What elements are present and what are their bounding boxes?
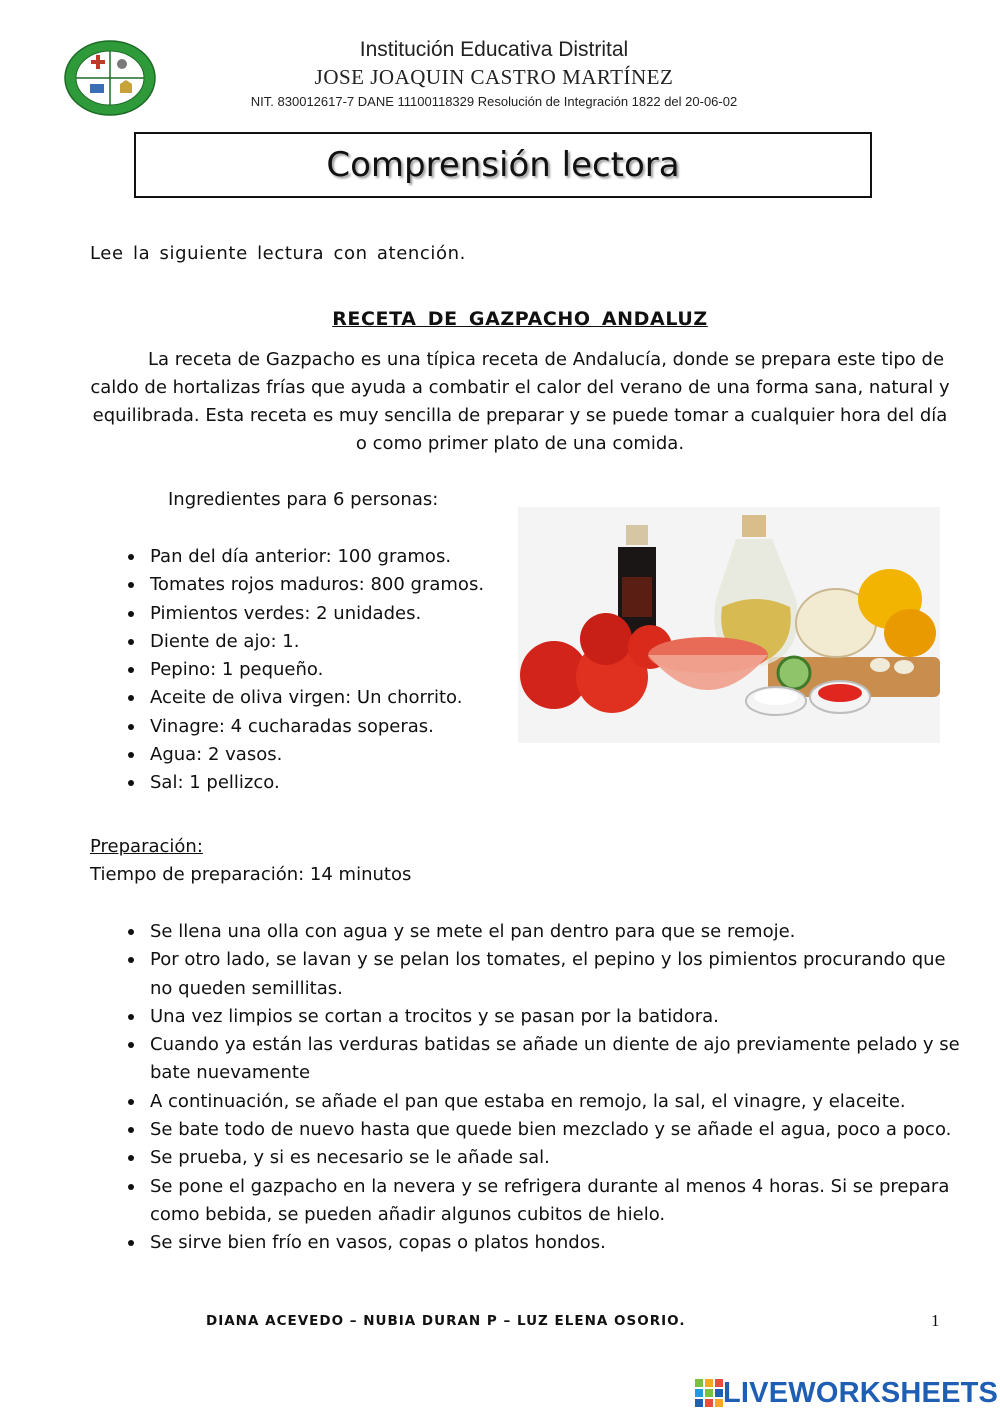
registration-line: NIT. 830012617-7 DANE 11100118329 Resolución de Integración 1822 del 20-06-02 <box>250 94 738 109</box>
ingredients-list <box>90 543 540 798</box>
preparation-time: Tiempo de preparación: 14 minutos <box>90 864 412 885</box>
preparation-step: Cuando ya están las verduras batidas se añade un diente de ajo previamente pelado y se bate nuevamente <box>90 1031 960 1088</box>
gazpacho-photo <box>518 507 940 743</box>
preparation-steps <box>90 918 960 1258</box>
recipe-intro: La receta de Gazpacho es una típica receta de Andalucía, donde se prepara este tipo de caldo de hortalizas frías que ayuda a combatir el calor del verano de una forma sana, natural y equilibrada. Esta receta es muy sencilla de preparar y se puede tomar a cualquier hora del día o como primer plato de una comida. <box>90 349 950 454</box>
footer-authors: DIANA ACEVEDO – NUBIA DURAN P – LUZ ELENA OSORIO. <box>206 1313 686 1329</box>
ingredient-item: Pimientos verdes: 2 unidades. <box>90 600 540 628</box>
preparation-step: Una vez limpios se cortan a trocitos y se pasan por la batidora. <box>90 1003 960 1031</box>
preparation-step: Por otro lado, se lavan y se pelan los tomates, el pepino y los pimientos procurando que no queden semillitas. <box>90 946 960 1003</box>
liveworksheets-logo[interactable] <box>695 1375 998 1411</box>
ingredients-heading: Ingredientes para 6 personas: <box>168 489 439 510</box>
institution-line: Institución Educativa Distrital <box>359 38 629 61</box>
page-number: 1 <box>931 1311 940 1330</box>
worksheet-title: Comprensión lectora <box>326 145 680 185</box>
ingredient-item: Pepino: 1 pequeño. <box>90 656 540 684</box>
recipe-title: RECETA DE GAZPACHO ANDALUZ <box>332 308 708 330</box>
preparation-step: A continuación, se añade el pan que estaba en remojo, la sal, el vinagre, y elaceite. <box>90 1088 960 1116</box>
preparation-step: Se llena una olla con agua y se mete el pan dentro para que se remoje. <box>90 918 960 946</box>
liveworksheets-text: LIVEWORKSHEETS <box>723 1376 999 1409</box>
worksheet-title-box <box>134 132 872 198</box>
preparation-step: Se pone el gazpacho en la nevera y se refrigera durante al menos 4 horas. Si se prepara como bebida, se pueden añadir algunos cubitos de hielo. <box>90 1173 960 1230</box>
ingredient-item: Diente de ajo: 1. <box>90 628 540 656</box>
preparation-step: Se prueba, y si es necesario se le añade sal. <box>90 1144 960 1172</box>
ingredient-item: Pan del día anterior: 100 gramos. <box>90 543 540 571</box>
ingredient-item: Sal: 1 pellizco. <box>90 769 540 797</box>
preparation-heading: Preparación: <box>90 836 203 857</box>
liveworksheets-icon <box>695 1379 723 1407</box>
ingredient-item: Aceite de oliva virgen: Un chorrito. <box>90 684 540 712</box>
preparation-step: Se sirve bien frío en vasos, copas o platos hondos. <box>90 1229 960 1257</box>
school-name: JOSE JOAQUIN CASTRO MARTÍNEZ <box>314 65 674 89</box>
reading-instruction: Lee la siguiente lectura con atención. <box>90 243 466 264</box>
ingredient-item: Vinagre: 4 cucharadas soperas. <box>90 713 540 741</box>
ingredient-item: Tomates rojos maduros: 800 gramos. <box>90 571 540 599</box>
ingredient-item: Agua: 2 vasos. <box>90 741 540 769</box>
preparation-step: Se bate todo de nuevo hasta que quede bien mezclado y se añade el agua, poco a poco. <box>90 1116 960 1144</box>
